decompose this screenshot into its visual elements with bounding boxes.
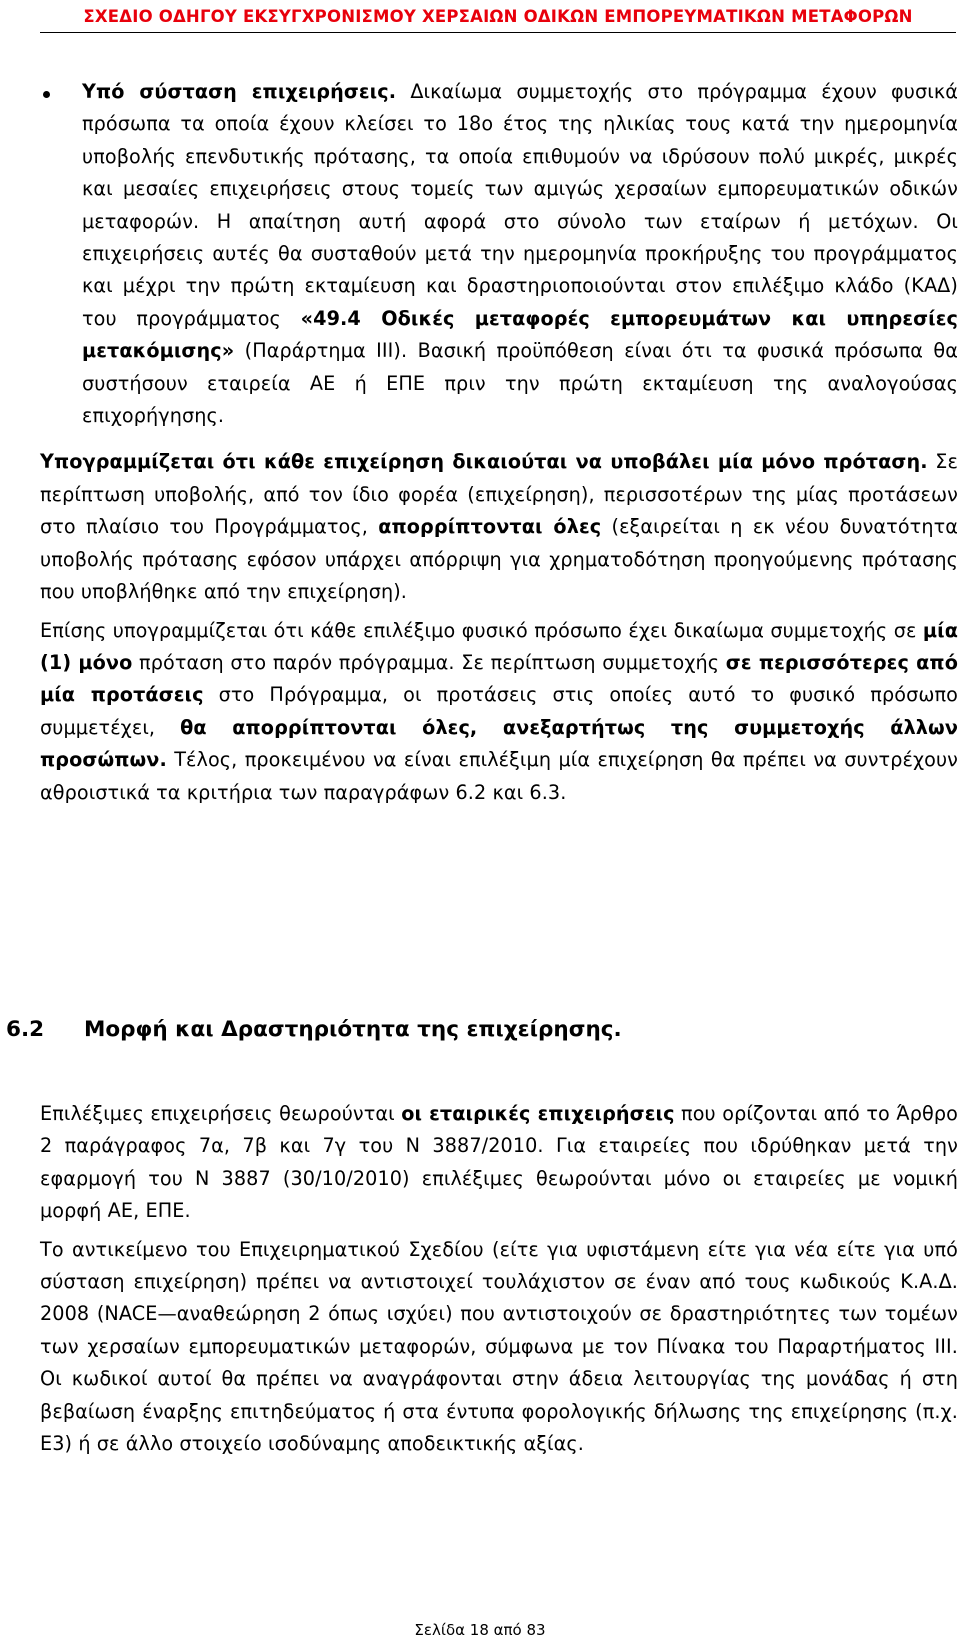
bullet-item-startups [40, 76, 958, 432]
page-footer: Σελίδα 18 από 83 [414, 1621, 546, 1639]
page-content [40, 76, 958, 809]
para3-bold: οι εταιρικές επιχειρήσεις [401, 1102, 675, 1125]
para2-one-only: μία (1) μόνο [40, 618, 958, 674]
bullet-sector-code: «49.4 Οδικές μεταφορές εμπορευμάτων και υπηρεσίες μετακόμισης» [82, 306, 959, 363]
section-title: Μορφή και Δραστηριότητα της επιχείρησης. [84, 1017, 622, 1042]
para2-text: Επίσης υπογραμμίζεται ότι κάθε επιλέξιμο φυσικό πρόσωπο έχει δικαίωμα συμμετοχής σε [40, 618, 923, 642]
para3-text: Επιλέξιμες επιχειρήσεις θεωρούνται [40, 1102, 402, 1125]
para1-rejected: απορρίπτονται όλες [378, 515, 602, 539]
bullet-paragraph [82, 76, 958, 432]
para2-text-3: στο Πρόγραμμα, οι προτάσεις στις οποίες αυτό το φυσικό πρόσωπο συμμετέχει, [40, 683, 958, 739]
para3-text-end: που ορίζονται από το Άρθρο 2 παράγραφος 7α, 7β και 7γ του Ν 3887/2010. Για εταιρείες που ιδρύθηκαν μετά την εφαρμογή του Ν 3887 (30/10/2010) επιλέξιμες θεωρούνται μόνο οι εταιρείες με νομική μορφή ΑΕ, ΕΠΕ. [40, 1102, 958, 1223]
paragraph-eligible-companies [40, 1098, 958, 1228]
paragraph-person-participation [40, 615, 958, 809]
para1-bold: Υπογραμμίζεται ότι κάθε επιχείρηση δικαιούται να υποβάλει μία μόνο πρόταση. [40, 450, 928, 474]
para1-text-end: (εξαιρείται η εκ νέου δυνατότητα υποβολής πρότασης εφόσον υπάρχει απόρριψη για χρηματοδότηση προηγούμενης πρότασης που υποβλήθηκε από την επιχείρηση). [40, 515, 958, 604]
bullet-lead: Υπό σύσταση επιχειρήσεις. [82, 80, 397, 103]
page-header [40, 4, 956, 33]
paragraph-business-plan: Το αντικείμενο του Επιχειρηματικού Σχεδίου (είτε για υφιστάμενη είτε για νέα είτε για υπό σύσταση επιχείρηση) πρέπει να αντιστοιχεί τουλάχιστον σε έναν από τους κωδικούς Κ.Α.Δ. 2008 (NACE—αναθεώρηση 2 όπως ισχύει) που αντιστοιχούν σε δραστηριότητες των τομέων των χερσαίων εμπορευματικών μεταφορών, σύμφωνα με τον Πίνακα του Παραρτήματος ΙΙΙ. Οι κωδικοί αυτοί θα πρέπει να αναγράφονται στην άδεια λειτουργίας της μονάδας ή στη βεβαίωση έναρξης επιτηδεύματος ή στα έντυπα φορολογικής δήλωσης της επιχείρησης (π.χ. Ε3) ή σε άλλο στοιχείο ισοδύναμης αποδεικτικής αξίας. [40, 1237, 958, 1456]
para2-text-end: Τέλος, προκειμένου να είναι επιλέξιμη μία επιχείρηση θα πρέπει να συντρέχουν αθροιστικά τα κριτήρια των παραγράφων 6.2 και 6.3. [40, 748, 958, 804]
bullet-dot-icon [43, 91, 50, 98]
para2-text-2: πρόταση στο παρόν πρόγραμμα. Σε περίπτωση συμμετοχής [132, 650, 726, 674]
section-number: 6.2 [6, 1017, 45, 1042]
document-title: ΣΧΕΔΙΟ ΟΔΗΓΟΥ ΕΚΣΥΓΧΡΟΝΙΣΜΟΥ ΧΕΡΣΑΙΩΝ ΟΔΙΚΩΝ ΕΜΠΟΡΕΥΜΑΤΙΚΩΝ ΜΕΤΑΦΟΡΩΝ [83, 7, 913, 26]
section-content [40, 1098, 958, 1460]
paragraph-one-proposal [40, 446, 958, 608]
bullet-text-end: (Παράρτημα ΙΙΙ). Βασική προϋπόθεση είναι ότι τα φυσικά πρόσωπα θα συστήσουν εταιρεία ΑΕ ή ΕΠΕ πριν την πρώτη εκταμίευση της αναλογούσας επιχορήγησης. [82, 339, 958, 428]
bullet-text: Δικαίωμα συμμετοχής στο πρόγραμμα έχουν φυσικά πρόσωπα τα οποία έχουν κλείσει το 18ο έτος της ηλικίας τους κατά την ημερομηνία υποβολής επενδυτικής πρότασης, τα οποία επιθυμούν να ιδρύσουν πολύ μικρές, μικρές και μεσαίες επιχειρήσεις στους τομείς των αμιγώς χερσαίων εμπορευματικών οδικών μεταφορών. Η απαίτηση αυτή αφορά στο σύνολο των εταίρων ή μετόχων. Οι επιχειρήσεις αυτές θα συσταθούν μετά την ημερομηνία προκήρυξης του προγράμματος και μέχρι την πρώτη εκταμίευση και δραστηριοποιούνται στον επιλέξιμο κλάδο (ΚΑΔ) του προγράμματος [82, 80, 958, 330]
section-heading [6, 1017, 622, 1042]
para2-multiple: σε περισσότερες από μία προτάσεις [40, 650, 958, 707]
para2-rejected: θα απορρίπτονται όλες, ανεξαρτήτως της συμμετοχής άλλων προσώπων. [40, 715, 958, 772]
para1-text: Σε περίπτωση υποβολής, από τον ίδιο φορέα (επιχείρηση), περισσοτέρων της μίας προτάσεων στο πλαίσιο του Προγράμματος, [40, 450, 958, 539]
